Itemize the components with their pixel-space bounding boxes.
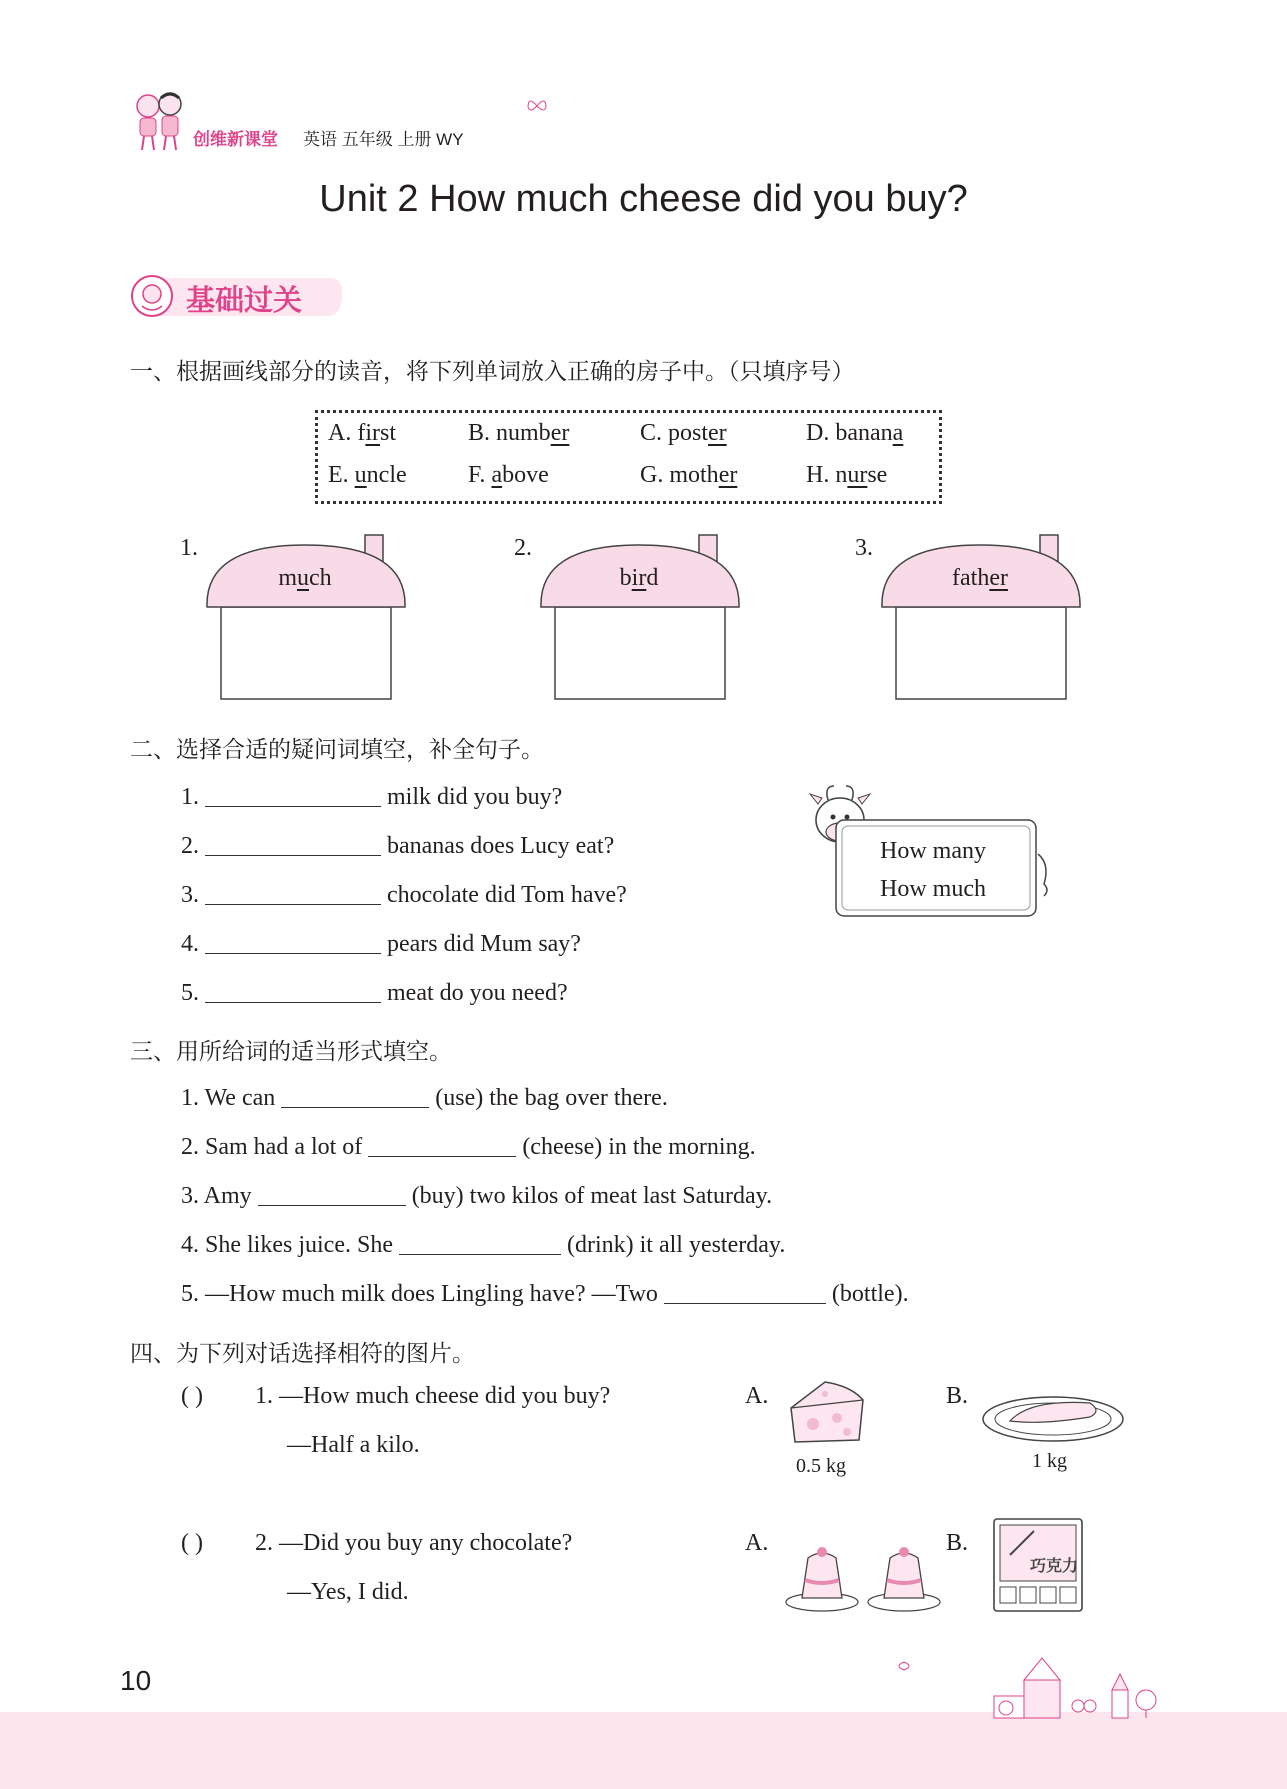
word-part-post: se [867,462,888,488]
dialog-question: 1. —How much cheese did you buy? [255,1383,611,1409]
item-hint: (cheese) in the morning. [522,1134,756,1160]
section-title: 基础过关 [186,285,303,317]
item-number: 1. [181,784,199,810]
option-a-label: A. [745,1530,769,1556]
question-item [181,780,562,811]
option-letter: B. [468,420,491,446]
meat-weight: 1 kg [1032,1450,1067,1472]
word-option-how-many: How many [880,838,986,864]
question-item [181,878,627,909]
fill-item [181,1228,785,1259]
word-part-u: u [297,565,309,591]
word-option [806,462,887,489]
option-letter: G. [640,462,664,488]
house-shape [539,533,749,703]
item-text: chocolate did Tom have? [387,882,627,908]
cheese-weight: 0.5 kg [796,1455,846,1477]
word-option [806,420,903,447]
butterfly-icon [527,98,547,114]
option-letter: H. [806,462,830,488]
house-word [205,565,405,592]
item-hint: (use) the bag over there. [435,1085,668,1111]
word-part-u: er [989,565,1008,591]
fill-item [181,1277,909,1308]
dialog-answer: —Yes, I did. [287,1579,409,1605]
word-part-pre: post [668,420,709,446]
dialog-answer: —Half a kilo. [287,1432,420,1458]
item-hint: (buy) two kilos of meat last Saturday. [411,1183,773,1209]
brand-title: 创维新课堂 [193,130,278,149]
answer-blank[interactable] [281,1081,429,1108]
answer-blank[interactable] [205,927,381,954]
house-answer-box[interactable] [896,607,1066,699]
part1-heading: 一、根据画线部分的读音，将下列单词放入正确的房子中。（只填序号） [130,359,855,384]
item-number: 3. [181,882,199,908]
word-part-u: a [491,462,503,488]
word-option [468,420,569,447]
item-text: pears did Mum say? [387,931,581,957]
word-part-u: u [354,462,367,488]
word-part-u: er [718,462,738,488]
word-part-pre: m [278,565,297,591]
fill-item [181,1130,756,1161]
house-number: 2. [514,535,532,561]
meat-plate-icon [980,1385,1126,1447]
pudding-icon [780,1536,950,1614]
answer-paren[interactable]: ( ) [181,1383,203,1409]
word-box-frame [832,814,1062,926]
word-part-u: ir [631,565,647,591]
word-option-how-much: How much [880,876,986,902]
item-text: 4. She likes juice. She [181,1232,393,1258]
word-part-pre: banan [835,420,893,446]
castle-decoration-icon [890,1650,1170,1720]
word-part-u: er [550,420,570,446]
house-number: 1. [180,535,198,561]
option-a-label: A. [745,1383,769,1409]
word-option [328,420,396,447]
page-number: 10 [120,1665,152,1696]
option-letter: E. [328,462,349,488]
word-part-post: bove [502,462,549,488]
book-info: 英语 五年级 上册 WY [303,130,464,149]
item-text: milk did you buy? [387,784,563,810]
fill-item [181,1081,668,1112]
word-part-u: ir [365,420,381,446]
word-part-pre: fath [952,565,990,591]
word-part-u: er [708,420,727,446]
answer-blank[interactable] [205,976,381,1003]
answer-blank[interactable] [205,780,381,807]
word-part-u: a [892,420,904,446]
fill-item [181,1179,772,1210]
item-text: meat do you need? [387,980,568,1006]
cheese-icon [785,1378,867,1448]
item-hint: (drink) it all yesterday. [566,1232,786,1258]
answer-paren[interactable]: ( ) [181,1530,203,1556]
word-option [468,462,549,489]
house-number: 3. [855,535,873,561]
answer-blank[interactable] [205,829,381,856]
part3-heading: 三、用所给词的适当形式填空。 [130,1039,452,1064]
word-option [640,462,737,489]
item-text: bananas does Lucy eat? [387,833,615,859]
part4-heading: 四、为下列对话选择相符的图片。 [130,1341,475,1366]
house-word [880,565,1080,592]
house-answer-box[interactable] [555,607,725,699]
question-item [181,976,568,1007]
item-text: 1. We can [181,1085,276,1111]
option-letter: C. [640,420,663,446]
house-answer-box[interactable] [221,607,391,699]
word-part-pre: numb [496,420,551,446]
option-letter: A. [328,420,352,446]
word-part-post: st [380,420,397,446]
item-number: 2. [181,833,199,859]
option-letter: D. [806,420,830,446]
word-part-post: ncle [366,462,407,488]
answer-blank[interactable] [258,1179,406,1206]
house-word [539,565,739,592]
word-part-post: d [646,565,659,591]
word-part-post: ch [309,565,332,591]
option-b-label: B. [946,1383,969,1409]
word-part-pre: moth [669,462,719,488]
word-option [640,420,727,447]
item-hint: (bottle). [831,1281,909,1307]
question-item [181,927,581,958]
unit-title: Unit 2 How much cheese did you buy? [319,178,968,220]
house-shape [205,533,415,703]
option-b-label: B. [946,1530,969,1556]
house-shape [880,533,1090,703]
item-number: 5. [181,980,199,1006]
item-text: 5. —How much milk does Lingling have? —Two [181,1281,658,1307]
answer-blank[interactable] [399,1228,561,1255]
word-option [328,462,407,489]
word-part-u: ur [847,462,868,488]
part2-heading: 二、选择合适的疑问词填空，补全句子。 [130,737,544,762]
answer-blank[interactable] [205,878,381,905]
dialog-question: 2. —Did you buy any chocolate? [255,1530,573,1556]
item-number: 4. [181,931,199,957]
word-part-pre: b [619,565,632,591]
item-text: 2. Sam had a lot of [181,1134,363,1160]
footer-band [0,1712,1287,1789]
answer-blank[interactable] [368,1130,516,1157]
word-part-pre: f [357,420,366,446]
question-item [181,829,614,860]
option-letter: F. [468,462,486,488]
item-text: 3. Amy [181,1183,252,1209]
answer-blank[interactable] [664,1277,826,1304]
chocolate-label: 巧克力 [1030,1558,1079,1575]
kids-logo-icon [128,88,190,154]
word-part-pre: n [835,462,848,488]
